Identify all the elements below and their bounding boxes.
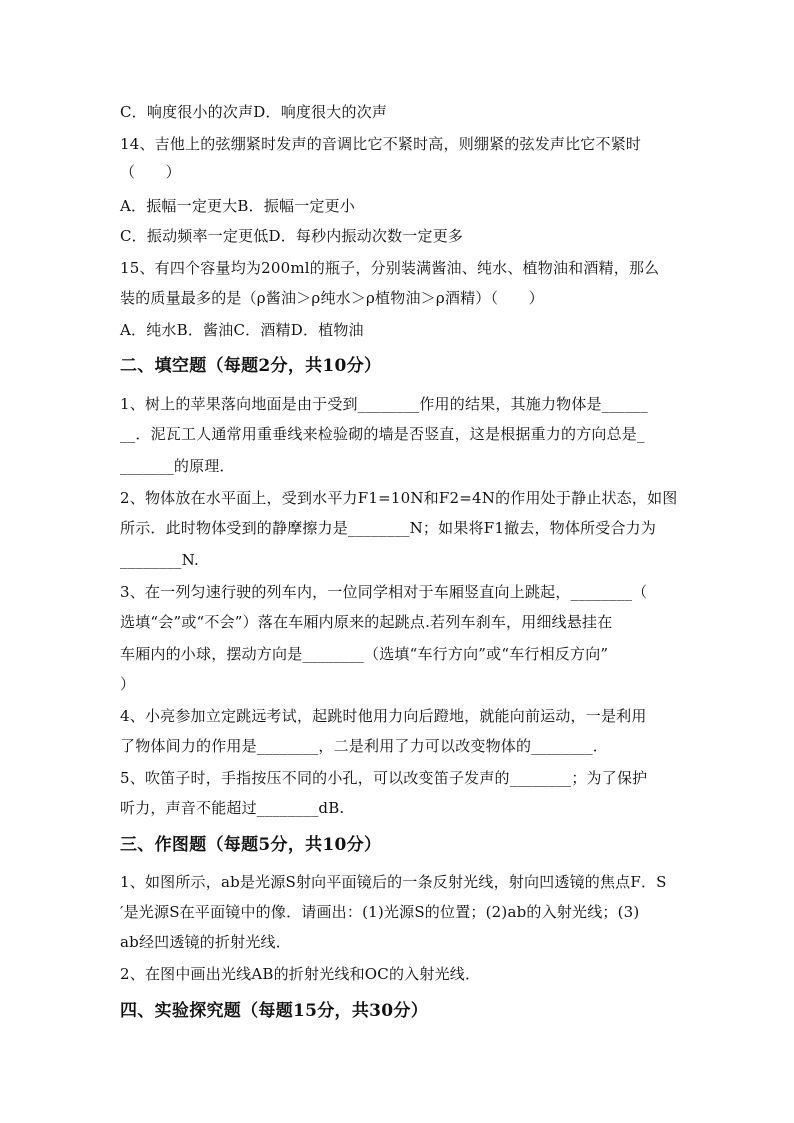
s2-q4-line1: 4、小亮参加立定跳远考试，起跳时他用力向后蹬地，就能向前运动，一是利用 — [120, 707, 647, 725]
s2-q5-line2: 听力，声音不能超过________dB. — [120, 799, 345, 817]
section-4-title: 四、实验探究题（每题15分，共30分） — [120, 1001, 429, 1021]
q14-options-ab: A．振幅一定更大B．振幅一定更小 — [120, 197, 356, 215]
s2-q1-line1: 1、树上的苹果落向地面是由于受到________作用的结果，其施力物体是______ — [120, 395, 648, 413]
s2-q3-line1: 3、在一列匀速行驶的列车内，一位同学相对于车厢竖直向上跳起，________（ — [120, 583, 648, 601]
s3-q2-line1: 2、在图中画出光线AB的折射光线和OC的入射光线． — [120, 965, 481, 983]
q14-options-cd: C．振动频率一定更低D．每秒内振动次数一定更多 — [120, 227, 464, 245]
q14-stem-line1: 14、吉他上的弦绷紧时发声的音调比它不紧时高，则绷紧的弦发声比它不紧时 — [120, 135, 642, 153]
s2-q2-line1: 2、物体放在水平面上，受到水平力F1=10N和F2=4N的作用处于静止状态，如图 — [120, 489, 678, 507]
section-3-title: 三、作图题（每题5分，共10分） — [120, 835, 382, 855]
s2-q4-line2: 了物体间力的作用是________，二是利用了力可以改变物体的________． — [120, 737, 609, 755]
q13-options-cd: C．响度很小的次声D．响度很大的次声 — [120, 103, 388, 121]
s3-q1-line3: ab经凹透镜的折射光线． — [120, 933, 291, 951]
s2-q2-line2: 所示．此时物体受到的静摩擦力是________N；如果将F1撤去，物体所受合力为 — [120, 519, 657, 537]
s2-q2-line3: ________N. — [120, 551, 199, 569]
q15-stem-line1: 15、有四个容量均为200ml的瓶子，分别装满酱油、纯水、植物油和酒精，那么 — [120, 259, 660, 277]
s2-q3-line2: 选填“会”或“不会”）落在车厢内原来的起跳点.若列车刹车，用细线悬挂在 — [120, 613, 613, 631]
s3-q1-line1: 1、如图所示，ab是光源S射向平面镜后的一条反射光线，射向凹透镜的焦点F．S — [120, 873, 667, 891]
s2-q1-line3: _______的原理． — [120, 457, 235, 475]
s2-q5-line1: 5、吹笛子时，手指按压不同的小孔，可以改变笛子发声的________；为了保护 — [120, 769, 648, 787]
s3-q1-line2: ′是光源S在平面镜中的像．请画出：(1)光源S的位置；(2)ab的入射光线；(3) — [120, 903, 640, 921]
section-2-title: 二、填空题（每题2分，共10分） — [120, 356, 382, 376]
s2-q1-line2: __．泥瓦工人通常用重垂线来检验砌的墙是否竖直，这是根据重力的方向总是_ — [120, 425, 645, 443]
s2-q3-line3: 车厢内的小球，摆动方向是________（选填“车行方向”或“车行相反方向” — [120, 645, 609, 663]
q15-stem-line2: 装的质量最多的是（ρ酱油＞ρ纯水＞ρ植物油＞ρ酒精）（ ） — [120, 289, 544, 307]
q15-options: A．纯水B．酱油C．酒精D．植物油 — [120, 321, 364, 339]
q14-stem-line2: （ ） — [120, 163, 181, 181]
s2-q3-line4: ） — [120, 675, 136, 693]
